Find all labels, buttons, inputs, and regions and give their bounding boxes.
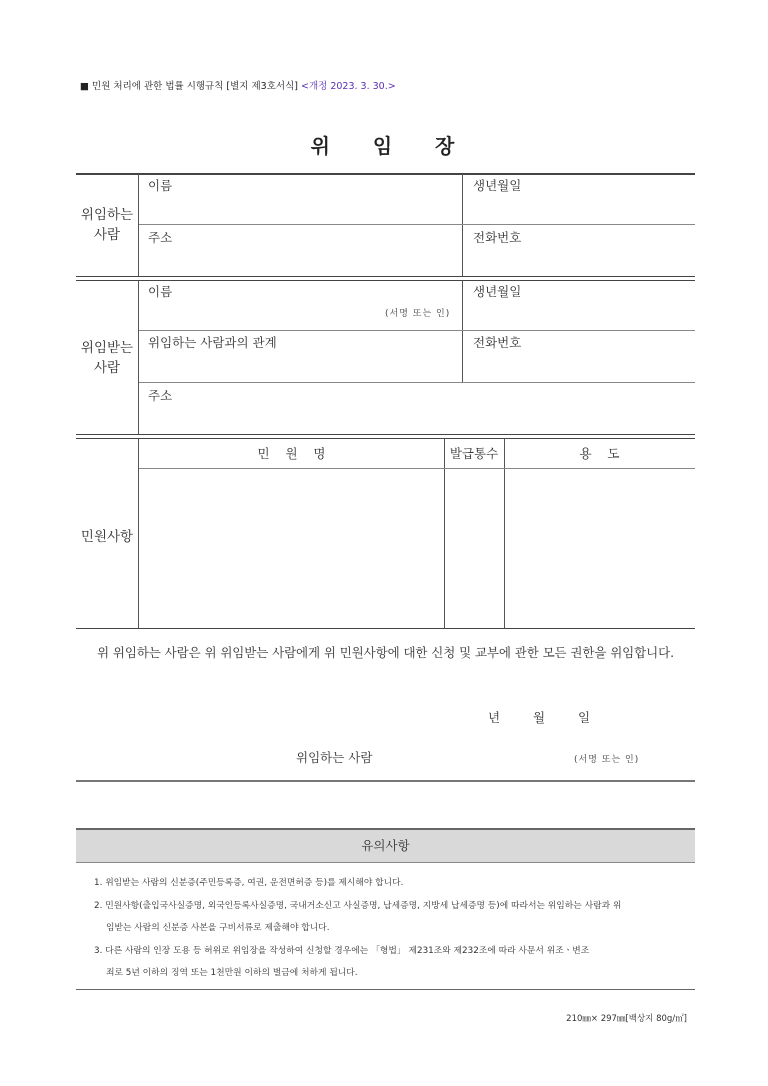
divider [76, 862, 695, 863]
divider [76, 628, 695, 629]
divider [76, 989, 695, 990]
signer-signature-note[interactable]: (서명 또는 인) [574, 755, 640, 765]
page-title: 위 임 장 [310, 134, 458, 158]
divider [462, 174, 463, 276]
bullet-icon: ■ [80, 81, 89, 92]
delegator-address-field[interactable]: 주소 [148, 230, 173, 245]
list-item: 3. 다른 사람의 인장 도용 등 허위로 위임장을 작성하여 신청할 경우에는 「형법」 제231조와 제232조에 따라 사문서 위조ㆍ변조 [94, 945, 590, 956]
form-reference: 민원 처리에 관한 법률 시행규칙 [별지 제3호서식] [92, 81, 298, 92]
paper-spec: 210㎜× 297㎜[백상지 80g/㎡] [566, 1014, 687, 1024]
list-item: 죄로 5년 이하의 징역 또는 1천만원 이하의 벌금에 처하게 됩니다. [106, 968, 358, 978]
delegatee-name-field[interactable]: 이름 [148, 284, 173, 299]
notes-header [76, 830, 695, 862]
delegator-name-field[interactable]: 이름 [148, 178, 173, 193]
petition-use-input[interactable] [506, 470, 694, 627]
date-day[interactable]: 일 [578, 710, 591, 725]
list-item: 임받는 사람의 신분증 사본을 구비서류로 제출해야 합니다. [106, 923, 330, 933]
divider [139, 224, 695, 225]
divider [139, 468, 695, 469]
delegatee-signature-note: (서명 또는 인) [385, 309, 451, 319]
form-header [80, 78, 396, 92]
column-header-count: 발급통수 [449, 446, 499, 461]
divider [139, 330, 695, 331]
delegatee-birth-field[interactable]: 생년월일 [473, 284, 522, 299]
divider [462, 281, 463, 383]
list-item: 2. 민원사항(출입국사실증명, 외국인등록사실증명, 국내거소신고 사실증명, 납세증명, 지방세 납세증명 등)에 따라서는 위임하는 사람과 위 [94, 900, 622, 911]
delegatee-phone-field[interactable]: 전화번호 [473, 335, 522, 350]
signer-label: 위임하는 사람 [296, 750, 373, 765]
delegatee-section-label: 위임받는 사람 [80, 340, 134, 376]
divider [138, 174, 139, 276]
column-header-use: 용 도 [579, 446, 620, 461]
delegator-birth-field[interactable]: 생년월일 [473, 178, 522, 193]
delegator-phone-field[interactable]: 전화번호 [473, 230, 522, 245]
list-item: 1. 위임받는 사람의 신분증(주민등록증, 여권, 운전면허증 등)를 제시해야 합니다. [94, 878, 404, 888]
date-month[interactable]: 월 [533, 710, 546, 725]
section-divider [76, 434, 695, 439]
divider [138, 281, 139, 435]
petition-count-input[interactable] [446, 470, 503, 627]
notes-title: 유의사항 [361, 838, 410, 853]
delegator-section-label: 위임하는 사람 [80, 207, 134, 243]
delegatee-relation-field[interactable]: 위임하는 사람과의 관계 [148, 335, 277, 350]
delegatee-address-field[interactable]: 주소 [148, 388, 173, 403]
petition-name-input[interactable] [140, 470, 443, 627]
divider [139, 382, 695, 383]
delegation-statement: 위 위임하는 사람은 위 위임받는 사람에게 위 민원사항에 대한 신청 및 교부에 관한 모든 권한을 위임합니다. [97, 645, 674, 660]
revision-note: <개정 2023. 3. 30.> [301, 81, 396, 92]
column-header-petition-name: 민 원 명 [257, 446, 326, 461]
petition-section-label: 민원사항 [80, 529, 134, 545]
date-year[interactable]: 년 [488, 710, 501, 725]
notes-list [94, 872, 694, 985]
divider [76, 780, 695, 782]
section-divider [76, 276, 695, 281]
table-top-border [76, 173, 695, 175]
